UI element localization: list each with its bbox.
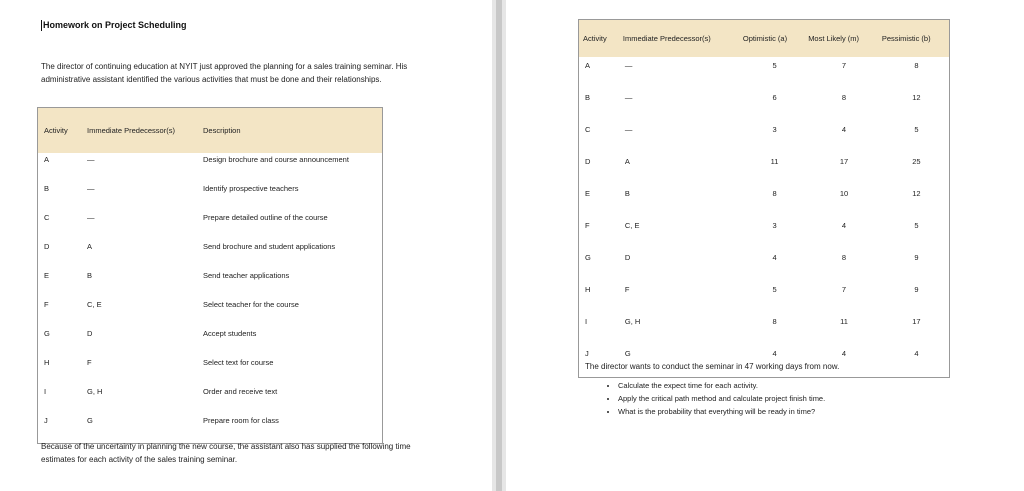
divider-bar	[496, 0, 502, 491]
table-cell: Send brochure and student applications	[203, 242, 336, 251]
table-row	[38, 356, 383, 385]
table-row	[38, 269, 383, 298]
table-cell: 9	[914, 253, 919, 262]
table-cell: 17	[912, 317, 921, 326]
table-cell: Accept students	[203, 329, 257, 338]
table-row	[579, 89, 950, 121]
left-page	[0, 0, 492, 491]
table-cell: 4	[841, 125, 847, 134]
table-row	[38, 211, 383, 240]
column-header: Most Likely (m)	[804, 20, 878, 58]
table-cell: 8	[841, 93, 847, 102]
table-row	[38, 153, 383, 182]
table-row	[579, 57, 950, 89]
table-cell: B	[585, 93, 591, 102]
table-cell: J	[44, 416, 48, 425]
table-cell: F	[624, 285, 630, 294]
table-cell: G	[87, 416, 93, 425]
table-row	[38, 327, 383, 356]
column-header: Activity	[579, 20, 619, 58]
list-item: • What is the probability that everything will be ready in time?	[618, 405, 825, 418]
table-cell: 6	[772, 93, 777, 102]
table-cell: —	[87, 213, 95, 222]
table-cell: 5	[914, 221, 919, 230]
table-row	[579, 313, 950, 345]
table-cell: G	[585, 253, 591, 262]
table-cell: 7	[841, 285, 847, 294]
table-row	[579, 281, 950, 313]
table-cell: 5	[772, 61, 777, 70]
table-cell: H	[44, 358, 50, 367]
list-item: • Calculate the expect time for each activity.	[618, 379, 825, 392]
table-cell: 7	[841, 61, 847, 70]
table-cell: F	[585, 221, 590, 230]
table-cell: C	[585, 125, 591, 134]
table-cell: G	[44, 329, 50, 338]
table-cell: D	[87, 329, 93, 338]
table-header-row	[579, 20, 950, 58]
table-cell: E	[585, 189, 591, 198]
table-cell: Identify prospective teachers	[203, 184, 299, 193]
table-row	[579, 153, 950, 185]
task-list	[600, 379, 825, 418]
document-title: Homework on Project Scheduling	[43, 20, 187, 30]
page-divider	[492, 0, 506, 491]
table-cell: Select teacher for the course	[203, 300, 299, 309]
column-header: Description	[197, 108, 383, 154]
table-cell: —	[87, 155, 95, 164]
table-row	[38, 182, 383, 211]
column-header: Immediate Predecessor(s)	[81, 108, 197, 154]
table-cell: —	[624, 125, 633, 134]
list-item: • Apply the critical path method and calculate project finish time.	[618, 392, 825, 405]
table-cell: I	[585, 317, 588, 326]
table-cell: A	[87, 242, 93, 251]
table-cell: Prepare detailed outline of the course	[203, 213, 328, 222]
table-cell: D	[624, 253, 631, 262]
table-cell: Prepare room for class	[203, 416, 279, 425]
table-row	[579, 249, 950, 281]
table-cell: 8	[841, 253, 847, 262]
table-cell: E	[44, 271, 50, 280]
table-header-row	[38, 108, 383, 154]
table-cell: 25	[912, 157, 921, 166]
table-cell: J	[585, 349, 589, 358]
question-text: The director wants to conduct the seminar in 47 working days from now.	[585, 362, 840, 371]
column-header: Immediate Predecessor(s)	[619, 20, 739, 58]
table-row	[579, 217, 950, 249]
table-cell: 4	[772, 253, 777, 262]
table-cell: 9	[914, 285, 919, 294]
table-cell: 8	[772, 189, 777, 198]
table-cell: 8	[914, 61, 919, 70]
table-cell: 11	[840, 317, 848, 326]
table-cell: 4	[841, 349, 847, 358]
table-cell: A	[44, 155, 50, 164]
column-header: Activity	[38, 108, 82, 154]
table-cell: A	[585, 61, 591, 70]
table-cell: 12	[912, 93, 921, 102]
table-cell: Order and receive text	[203, 387, 278, 396]
table-cell: 4	[914, 349, 919, 358]
table-row	[38, 298, 383, 327]
column-header: Pessimistic (b)	[878, 20, 950, 58]
table-cell: G, H	[87, 387, 103, 396]
table-cell: D	[44, 242, 50, 251]
table-cell: Select text for course	[203, 358, 274, 367]
table-cell: —	[624, 93, 633, 102]
table-cell: 4	[772, 349, 777, 358]
column-header: Optimistic (a)	[739, 20, 804, 58]
table-cell: D	[585, 157, 591, 166]
table-cell: 5	[772, 285, 777, 294]
table-cell: C	[44, 213, 50, 222]
table-cell: C, E	[87, 300, 102, 309]
table-cell: 17	[839, 157, 849, 166]
table-cell: F	[44, 300, 49, 309]
table-cell: C, E	[624, 221, 640, 230]
table-row	[579, 185, 950, 217]
table-row	[38, 385, 383, 414]
outro-paragraph: Because of the uncertainty in planning the new course, the assistant also has supplied the following time estimates for each activity of the sales training seminar.	[41, 442, 411, 464]
table-cell: F	[87, 358, 92, 367]
table-cell: Design brochure and course announcement	[203, 155, 349, 164]
table-cell: 3	[772, 221, 777, 230]
table-cell: 8	[772, 317, 777, 326]
table-cell: I	[44, 387, 47, 396]
table-cell: B	[44, 184, 50, 193]
table-cell: 5	[914, 125, 919, 134]
table-cell: 4	[841, 221, 847, 230]
table-row	[579, 121, 950, 153]
table-cell: Send teacher applications	[203, 271, 290, 280]
table-cell: G	[624, 349, 631, 358]
table-cell: G, H	[624, 317, 641, 326]
table-cell: 12	[912, 189, 921, 198]
activities-table	[37, 107, 383, 444]
table-cell: B	[87, 271, 93, 280]
table-cell: H	[585, 285, 591, 294]
intro-paragraph: The director of continuing education at NYIT just approved the planning for a sales training seminar. His administrative assistant identified the various activities that must be done and their relationships.	[41, 62, 408, 84]
table-cell: 11	[770, 157, 779, 166]
table-row	[38, 240, 383, 269]
table-cell: A	[624, 157, 630, 166]
table-cell: —	[87, 184, 95, 193]
table-cell: —	[624, 61, 633, 70]
table-cell: B	[624, 189, 630, 198]
table-cell: 3	[772, 125, 777, 134]
table-cell: 10	[839, 189, 849, 198]
time-estimates-table	[578, 19, 950, 378]
